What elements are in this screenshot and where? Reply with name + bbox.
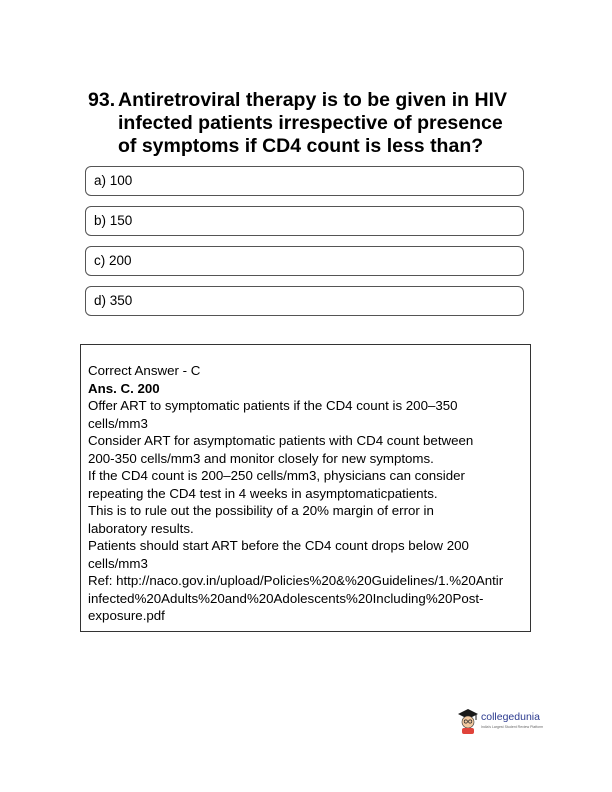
option-c[interactable]: c) 200 — [85, 246, 524, 276]
explanation-line: cells/mm3 — [88, 555, 148, 571]
answer-explanation-box — [80, 344, 531, 632]
explanation-line: This is to rule out the possibility of a 20% margin of error in — [88, 503, 434, 518]
logo-name: collegedunia — [481, 711, 540, 723]
answer-heading: Ans. C. 200 — [88, 380, 160, 396]
option-b[interactable]: b) 150 — [85, 206, 524, 236]
graduate-mascot-icon — [456, 707, 480, 735]
explanation-line: Patients should start ART before the CD4 count drops below 200 — [88, 538, 469, 553]
explanation-line: If the CD4 count is 200–250 cells/mm3, physicians can consider — [88, 468, 465, 483]
logo-tagline: India's Largest Student Review Platform — [481, 725, 544, 729]
reference-line: infected%20Adults%20and%20Adolescents%20Including%20Post- — [88, 590, 484, 606]
explanation-line: cells/mm3 — [88, 415, 148, 431]
correct-answer: Correct Answer - C — [88, 363, 201, 378]
explanation-line: 200-350 cells/mm3 and monitor closely for new symptoms. — [88, 450, 434, 466]
collegedunia-logo — [456, 707, 576, 737]
explanation-line: laboratory results. — [88, 520, 194, 536]
option-a[interactable]: a) 100 — [85, 166, 524, 196]
question — [88, 89, 548, 158]
reference-line: exposure.pdf — [88, 608, 165, 623]
question-line: Antiretroviral therapy is to be given in HIV — [118, 89, 508, 111]
question-number: 93. — [88, 89, 116, 111]
explanation-line: Consider ART for asymptomatic patients with CD4 count between — [88, 433, 474, 448]
question-line: of symptoms if CD4 count is less than? — [118, 135, 484, 157]
explanation-line: repeating the CD4 test in 4 weeks in asymptomaticpatients. — [88, 485, 438, 501]
explanation-line: Offer ART to symptomatic patients if the CD4 count is 200–350 — [88, 398, 458, 413]
option-d[interactable]: d) 350 — [85, 286, 524, 316]
reference-line: Ref: http://naco.gov.in/upload/Policies%20&%20Guidelines/1.%20Antir — [88, 573, 504, 588]
question-line: infected patients irrespective of presence — [118, 112, 503, 134]
